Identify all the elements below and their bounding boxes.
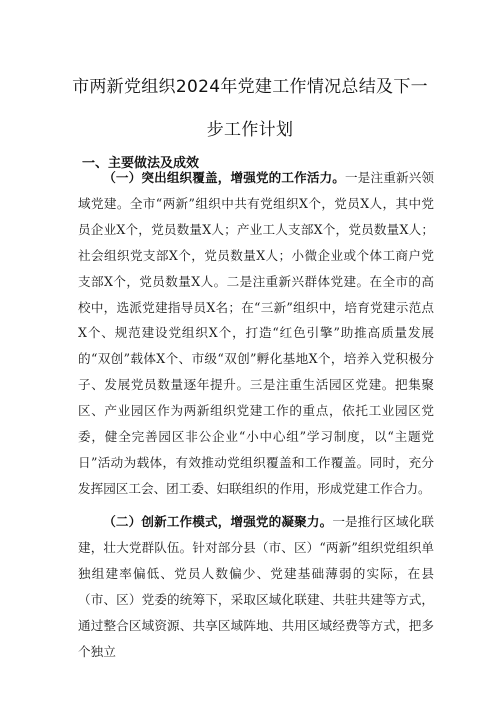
paragraph-1-lead: （一）突出组织覆盖，增强党的工作活力。 xyxy=(103,170,346,185)
section-heading: 一、主要做法及成效 xyxy=(82,156,200,171)
paragraph-2-body: 一是推行区域化联建，壮大党群队伍。针对部分县（市、区）“两新”组织党组织单独组建率偏低、党员人数偏少、党建基础薄弱的实际，在县（市、区）党委的统筹下，采取区域化联建、共驻共建等方式，通过整合区域资源、共享区域阵地、共用区域经费等方式，把多个独立 xyxy=(78,514,435,659)
document-title-line1: 市两新党组织2024年党建工作情况总结及下一 xyxy=(72,77,428,97)
paragraph-1 xyxy=(78,165,434,502)
paragraph-2-lead: （二）创新工作模式，增强党的凝聚力。 xyxy=(103,514,333,529)
paragraph-1-body: 一是注重新兴领域党建。全市“两新”组织中共有党组织X个，党员X人，其中党员企业X个，党员数量X人；产业工人支部X个，党员数量X人；社会组织党支部X个，党员数量X人；小微企业或个体工商户党支部X个，党员数量X人。二是注重新兴群体党建。在全市的高校中，选派党建指导员X名；在“三新”组织中，培育党建示范点X个、规范建设党组织X个，打造“红色引擎”助推高质量发展的“双创”载体X个、市级“双创”孵化基地X个，培养入党积极分子、发展党员数量逐年提升。三是注重生活园区党建。把集聚区、产业园区作为两新组织党建工作的重点，依托工业园区党委，健全完善园区非公企业“小中心组”学习制度，以“主题党日”活动为载体，有效推动党组织覆盖和工作覆盖。同时，充分发挥园区工会、团工委、妇联组织的作用，形成党建工作合力。 xyxy=(78,170,435,496)
document-title-line2: 步工作计划 xyxy=(206,120,294,140)
paragraph-2 xyxy=(78,509,434,664)
paragraph-2-text xyxy=(78,509,434,664)
paragraph-1-text xyxy=(78,165,434,502)
